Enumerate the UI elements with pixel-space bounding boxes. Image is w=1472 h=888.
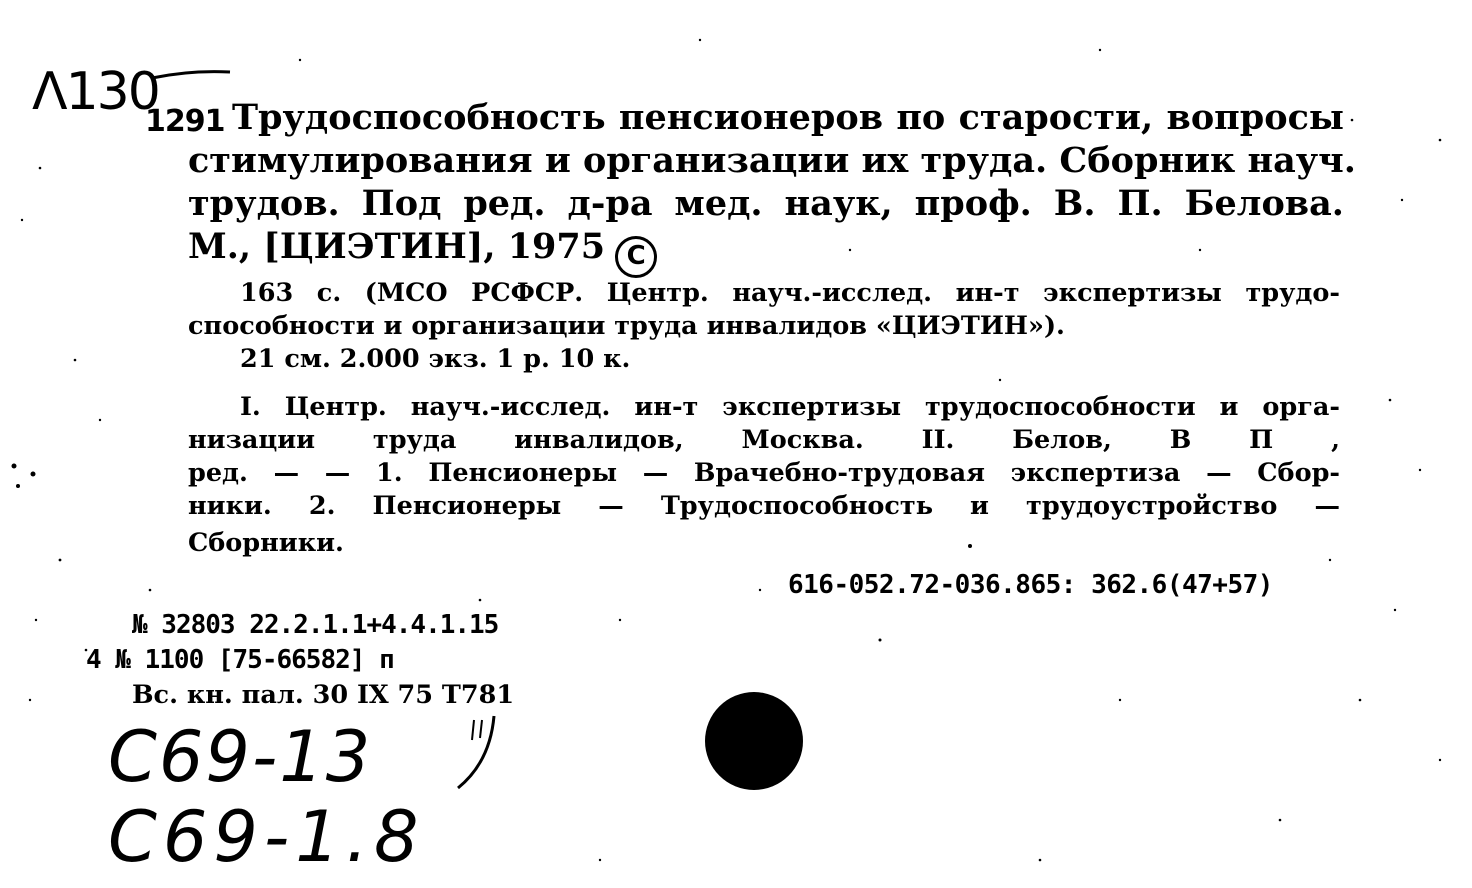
handwritten-note-2: C69-1.8 [108,796,425,878]
copyright-icon: C [615,236,657,278]
collation-line-3: 21 см. 2.000 экз. 1 р. 10 к. [240,344,631,374]
collation-line-1: 163 с. (МСО РСФСР. Центр. науч.-исслед. ин-т экспертизы трудо- [240,278,1340,308]
registry-line-3: Вс. кн. пал. 30 IX 75 Т781 [132,680,515,710]
imprint: М., [ЦИЭТИН], 1975 [188,226,606,267]
card-punch-hole [705,692,803,790]
tracing-line-4: ники. 2. Пенсионеры — Трудоспособность и трудоустройство — [188,491,1340,521]
handwritten-slash [450,712,500,792]
handwritten-note-1: C69-13 [108,716,373,798]
title-line-4 [188,227,657,278]
title-line-2: стимулирования и организации их труда. Сборник науч. [188,140,1356,181]
title-line-3: трудов. Под ред. д-ра мед. наук, проф. В. П. Белова. [188,183,1344,224]
tracing-line-2: низации труда инвалидов, Москва. II. Белов, В П , [188,425,1340,455]
tracing-line-5: Сборники. [188,528,344,558]
collation-line-2: способности и организации труда инвалидов «ЦИЭТИН»). [188,311,1065,341]
registry-line-1: № 32803 22.2.1.1+4.4.1.15 [132,610,499,640]
title-line-1: Трудоспособность пенсионеров по старости, вопросы [232,97,1344,138]
tracing-line-1: I. Центр. науч.-исслед. ин-т экспертизы трудоспособности и орга- [240,392,1340,422]
tracing-line-3: ред. — — 1. Пенсионеры — Врачебно-трудовая экспертиза — Сбор- [188,458,1340,488]
registry-line-2: 4 № 1100 [75-66582] п [86,645,394,675]
udc-classification: 616-052.72-036.865: 362.6(47+57) [788,570,1273,600]
call-number-overline [150,68,232,82]
handwritten-call-number: Λ130 [32,62,159,122]
entry-number: 1291 [145,104,225,139]
